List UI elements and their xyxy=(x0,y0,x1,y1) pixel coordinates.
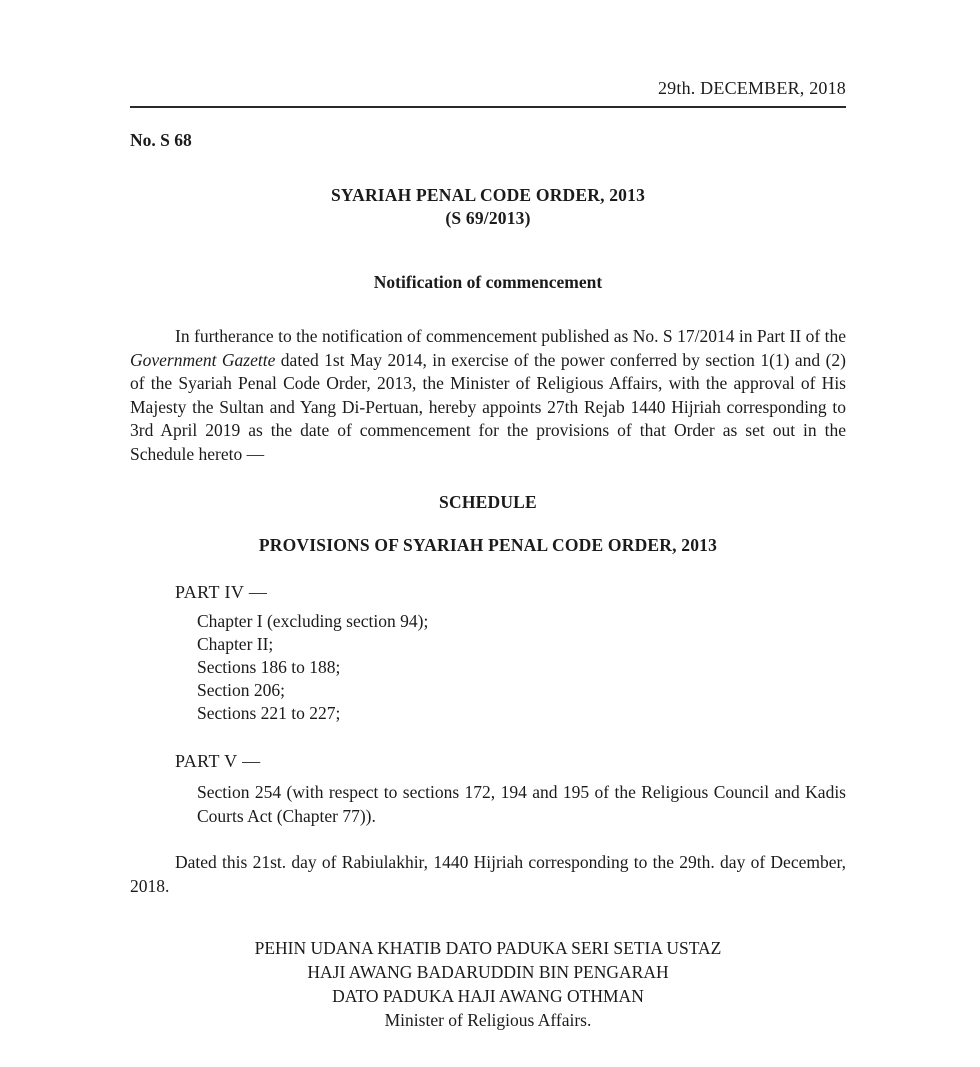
part-iv-items xyxy=(197,610,846,725)
list-item: Chapter I (excluding section 94); xyxy=(197,611,429,631)
signatory-name-line: HAJI AWANG BADARUDDIN BIN PENGARAH xyxy=(307,962,669,982)
document-reference-number: (S 69/2013) xyxy=(445,208,531,228)
list-item: Section 206; xyxy=(197,680,285,700)
paragraph-text-start: In furtherance to the notification of commencement published as No. S 17/2014 in Part II of the xyxy=(175,326,846,346)
signatory-title: Minister of Religious Affairs. xyxy=(384,1010,592,1030)
signatory-name-line: PEHIN UDANA KHATIB DATO PADUKA SERI SETIA USTAZ xyxy=(254,938,722,958)
schedule-subheading: PROVISIONS OF SYARIAH PENAL CODE ORDER, 2013 xyxy=(258,535,718,555)
list-item: Sections 221 to 227; xyxy=(197,703,341,723)
signatory-name-line: DATO PADUKA HAJI AWANG OTHMAN xyxy=(332,986,644,1006)
page-content xyxy=(130,0,846,1032)
document-title: SYARIAH PENAL CODE ORDER, 2013 xyxy=(330,185,646,205)
list-item: Chapter II; xyxy=(197,634,274,654)
commencement-paragraph xyxy=(130,325,846,466)
part-v-text: Section 254 (with respect to sections 172, 194 and 195 of the Religious Council and Kadis Courts Act (Chapter 77)). xyxy=(197,782,846,826)
header-rule xyxy=(130,106,846,108)
signature-block xyxy=(130,936,846,1032)
part-v-label: PART V — xyxy=(175,751,261,771)
gazette-name-italic: Government Gazette xyxy=(130,349,276,370)
dated-paragraph: Dated this 21st. day of Rabiulakhir, 1440 Hijriah corresponding to the 29th. day of December, 2018. xyxy=(130,852,846,896)
part-iv-label: PART IV — xyxy=(175,582,268,602)
schedule-heading: SCHEDULE xyxy=(439,492,537,512)
list-item: Sections 186 to 188; xyxy=(197,657,341,677)
title-block xyxy=(130,184,846,230)
notice-number: No. S 68 xyxy=(130,130,192,150)
paragraph-text-end: dated 1st May 2014, in exercise of the power conferred by section 1(1) and (2) of the Syariah Penal Code Order, 2013, the Minister of Religious Affairs, with the approval of His Majesty the Sultan and Yang Di-Pertuan, hereby appoints 27th Rejab 1440 Hijriah corresponding to 3rd April 2019 as the date of commencement for the provisions of that Order as set out in the Schedule hereto — xyxy=(130,349,846,464)
document-subtitle: Notification of commencement xyxy=(373,272,603,292)
header-date: 29th. DECEMBER, 2018 xyxy=(657,78,846,98)
